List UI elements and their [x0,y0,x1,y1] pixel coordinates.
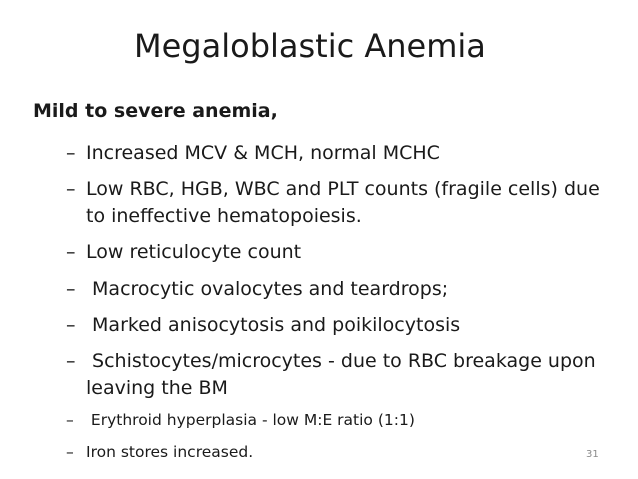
page-number: 31 [586,449,599,460]
dash-bullet: – [66,142,76,164]
bullet-text: Iron stores increased. [86,443,254,461]
bullet-item [66,349,596,373]
bullet-text: Low reticulocyte count [86,241,302,263]
dash-bullet: – [66,411,74,429]
bullet-item [66,141,440,165]
dash-bullet: – [66,443,74,461]
bullet-text: Low RBC, HGB, WBC and PLT counts (fragile cells) due [86,178,600,200]
slide-title: Megaloblastic Anemia [134,27,486,65]
bullet-item [66,240,301,264]
dash-bullet: – [66,178,76,200]
section-heading: Mild to severe anemia, [33,100,278,122]
dash-bullet: – [66,350,76,372]
dash-bullet: – [66,241,76,263]
dash-bullet: – [66,278,76,300]
dash-bullet: – [66,314,76,336]
bullet-item [66,410,415,430]
bullet-item [66,277,448,301]
bullet-text: Schistocytes/microcytes - due to RBC breakage upon [86,350,596,372]
bullet-text: Erythroid hyperplasia - low M:E ratio (1:1) [86,411,415,429]
bullet-item [66,177,600,201]
bullet-continuation: to ineffective hematopoiesis. [86,205,362,227]
bullet-text: Macrocytic ovalocytes and teardrops; [86,278,449,300]
bullet-item [66,313,460,337]
bullet-text: Marked anisocytosis and poikilocytosis [86,314,461,336]
bullet-item [66,442,253,462]
bullet-continuation: leaving the BM [86,377,228,399]
bullet-text: Increased MCV & MCH, normal MCHC [86,142,440,164]
